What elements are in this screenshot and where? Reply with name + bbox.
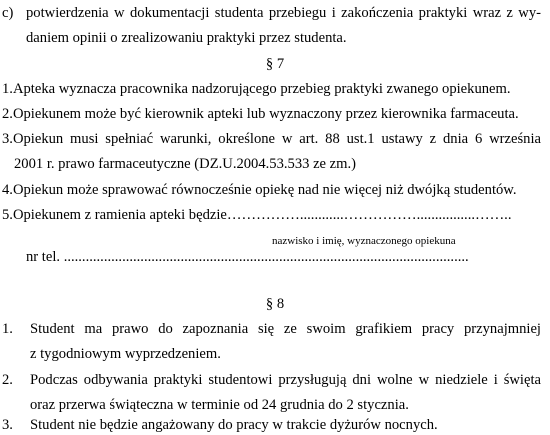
list-marker-c: c) <box>2 5 14 21</box>
section-heading-7: § 7 <box>265 56 285 72</box>
section8-item-1-line-1: Student ma prawo do zapoznania się ze swoim grafikiem pracy przynajmniej <box>30 321 541 337</box>
section8-item-3-number: 3. <box>2 417 13 433</box>
section8-item-1-number: 1. <box>2 321 13 337</box>
section8-item-3-line-1: Student nie będzie angażowany do pracy w trakcie dyżurów nocnych. <box>30 417 438 433</box>
section8-item-1-line-2: z tygodniowym wyprzedzeniem. <box>30 346 221 362</box>
section8-item-2-line-1: Podczas odbywania praktyki studentowi przysługują dni wolne w niedziele i święta <box>30 372 541 388</box>
section8-item-2-number: 2. <box>2 372 13 388</box>
caregiver-name-caption: nazwisko i imię, wyznaczonego opiekuna <box>272 235 456 247</box>
section-heading-8: § 8 <box>265 296 285 312</box>
section7-item-1: 1.Apteka wyznacza pracownika nadzorującego przebieg praktyki zwanego opiekunem. <box>2 81 511 97</box>
section7-item-2: 2.Opiekunem może być kierownik apteki lub wyznaczony przez kierownika farmaceuta. <box>2 106 519 122</box>
section7-item-3-cont: 2001 r. prawo farmaceutyczne (DZ.U.2004.53.533 ze zm.) <box>14 156 357 172</box>
item-c-line-2: daniem opinii o zrealizowaniu praktyki przez studenta. <box>26 30 347 46</box>
section7-item-3: 3.Opiekun musi spełniać warunki, określone w art. 88 ust.1 ustawy z dnia 6 września <box>2 131 541 147</box>
section8-item-2-line-2: oraz przerwa świąteczna w terminie od 24 grudnia do 2 stycznia. <box>30 397 409 413</box>
section7-item-5: 5.Opiekunem z ramienia apteki będzie……………............……………................…….. <box>2 207 512 223</box>
section7-item-4: 4.Opiekun może sprawować równocześnie opiekę nad nie więcej niż dwójką studentów. <box>2 182 517 198</box>
phone-number-line: nr tel. ............................................................................................................... <box>26 249 469 265</box>
item-c-line-1: potwierdzenia w dokumentacji studenta przebiegu i zakończenia praktyki wraz z wy- <box>26 5 541 21</box>
